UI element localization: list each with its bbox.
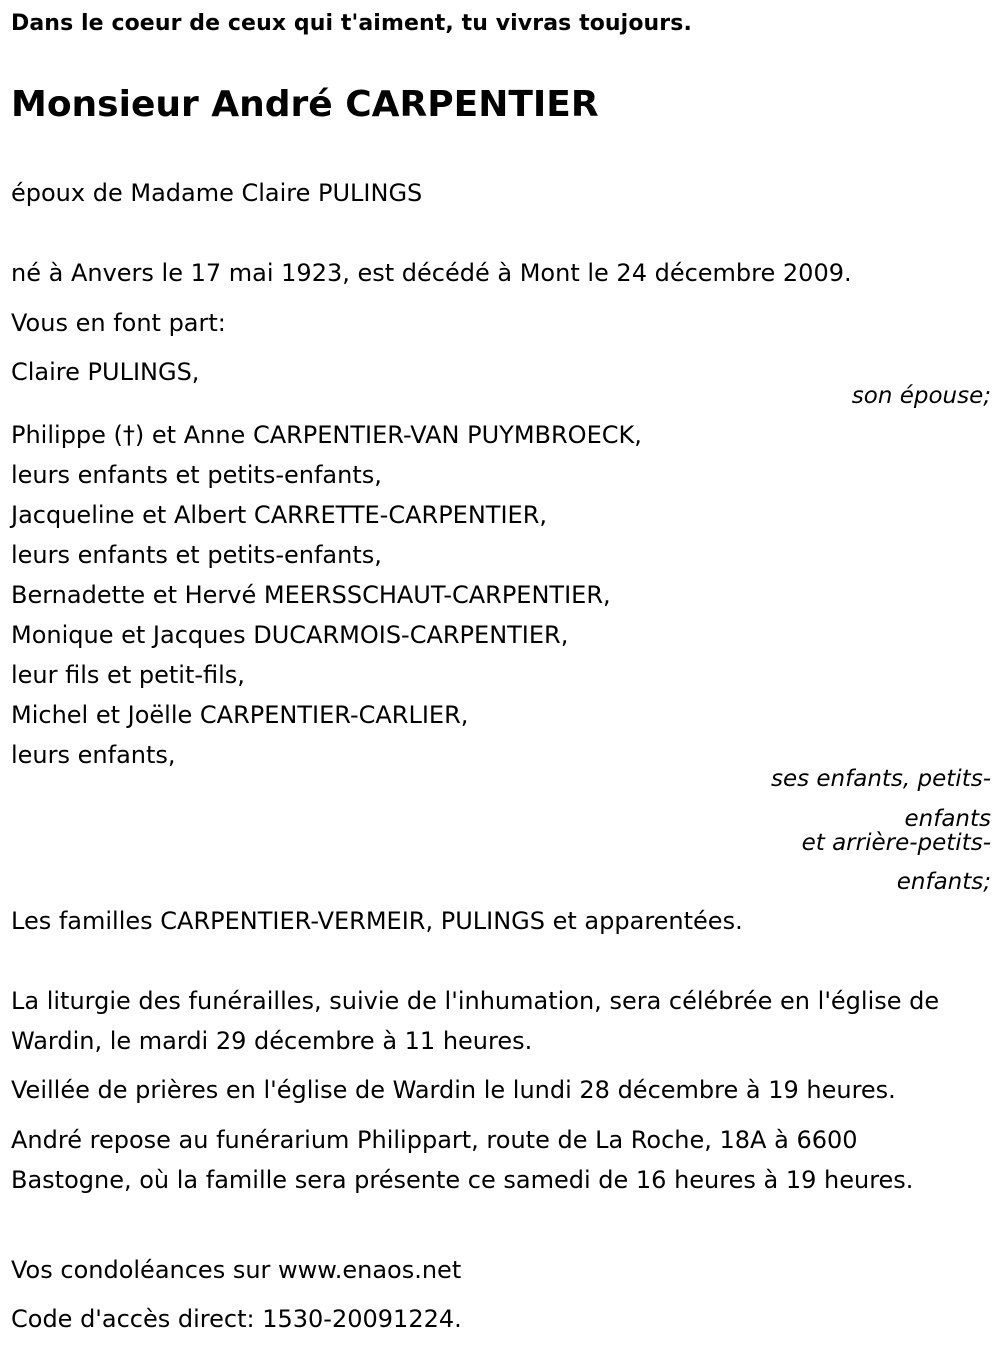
children-line: leurs enfants et petits-enfants, xyxy=(11,461,382,489)
funeral-details: La liturgie des funérailles, suivie de l'inhumation, sera célébrée en l'église de Wardin, le mardi 29 décembre à 11 heures. xyxy=(11,987,940,1055)
children-role-line: enfants; xyxy=(896,869,991,895)
extended-family: Les familles CARPENTIER-VERMEIR, PULINGS et apparentées. xyxy=(11,907,743,935)
deceased-name: Monsieur André CARPENTIER xyxy=(11,84,599,125)
access-code: Code d'accès direct: 1530-20091224. xyxy=(11,1305,462,1333)
children-line: Michel et Joëlle CARPENTIER-CARLIER, xyxy=(11,701,469,729)
repose-details: André repose au funérarium Philippart, route de La Roche, 18A à 6600 Bastogne, où la famille sera présente ce samedi de 16 heures à 19 heures. xyxy=(11,1126,914,1194)
children-line: leurs enfants et petits-enfants, xyxy=(11,541,382,569)
spouse-name: Claire PULINGS, xyxy=(11,358,200,386)
children-line: Bernadette et Hervé MEERSSCHAUT-CARPENTIER, xyxy=(11,581,611,609)
children-line: leur fils et petit-fils, xyxy=(11,661,245,689)
children-line: leurs enfants, xyxy=(11,741,176,769)
children-role-line: et arrière-petits- xyxy=(801,830,991,856)
children-role-line: enfants xyxy=(904,806,991,832)
children-line: Monique et Jacques DUCARMOIS-CARPENTIER, xyxy=(11,621,569,649)
children-line: Philippe (†) et Anne CARPENTIER-VAN PUYMBROECK, xyxy=(11,421,642,449)
epitaph: Dans le coeur de ceux qui t'aiment, tu vivras toujours. xyxy=(11,11,692,36)
birth-death-line: né à Anvers le 17 mai 1923, est décédé à Mont le 24 décembre 2009. xyxy=(11,259,852,287)
spouse-line: époux de Madame Claire PULINGS xyxy=(11,179,423,207)
children-role-line: ses enfants, petits- xyxy=(770,766,991,792)
spouse-role: son épouse; xyxy=(851,383,991,409)
vigil-details: Veillée de prières en l'église de Wardin le lundi 28 décembre à 19 heures. xyxy=(11,1076,896,1104)
children-line: Jacqueline et Albert CARRETTE-CARPENTIER, xyxy=(11,501,547,529)
condolences-line: Vos condoléances sur www.enaos.net xyxy=(11,1256,462,1284)
announcement-intro: Vous en font part: xyxy=(11,309,226,337)
